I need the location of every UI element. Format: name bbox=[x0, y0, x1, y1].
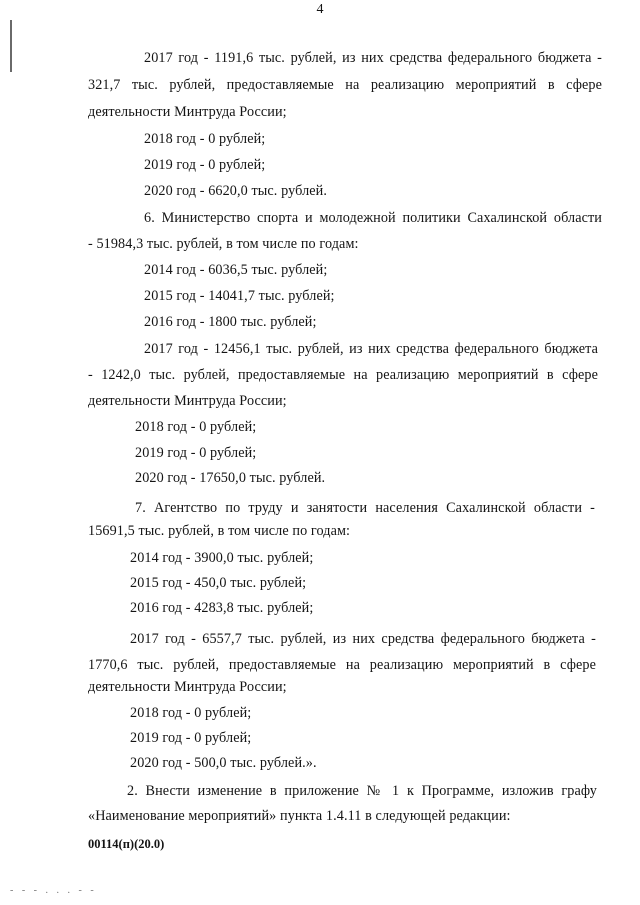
text-line: 15691,5 тыс. рублей, в том числе по годам: bbox=[88, 523, 351, 539]
text-line: деятельности Минтруда России; bbox=[88, 393, 287, 409]
text-line: 2020 год - 6620,0 тыс. рублей. bbox=[144, 183, 327, 199]
page-number: 4 bbox=[316, 2, 324, 17]
text-line: 2018 год - 0 рублей; bbox=[144, 131, 266, 147]
text-line: 321,7 тыс. рублей, предоставляемые на реализацию мероприятий в сфере bbox=[88, 77, 602, 93]
text-line: 2. Внести изменение в приложение № 1 к Программе, изложив графу bbox=[127, 783, 597, 799]
text-line: 2019 год - 0 рублей; bbox=[130, 730, 252, 746]
text-line: 2020 год - 500,0 тыс. рублей.». bbox=[130, 755, 317, 771]
text-line: - 1242,0 тыс. рублей, предоставляемые на реализацию мероприятий в сфере bbox=[88, 367, 598, 383]
text-line: 2014 год - 3900,0 тыс. рублей; bbox=[130, 550, 314, 566]
text-line: 2015 год - 14041,7 тыс. рублей; bbox=[144, 288, 335, 304]
text-line: - 51984,3 тыс. рублей, в том числе по годам: bbox=[88, 236, 359, 252]
text-line: 2017 год - 12456,1 тыс. рублей, из них средства федерального бюджета bbox=[144, 341, 598, 357]
text-line: 2018 год - 0 рублей; bbox=[135, 419, 257, 435]
text-line: «Наименование мероприятий» пункта 1.4.11 в следующей редакции: bbox=[88, 808, 511, 824]
text-line: 2020 год - 17650,0 тыс. рублей. bbox=[135, 470, 326, 486]
scan-margin-marks: - - - . . . - - bbox=[10, 885, 97, 896]
document-code: 00114(п)(20.0) bbox=[88, 837, 165, 851]
text-line: 2019 год - 0 рублей; bbox=[144, 157, 266, 173]
text-line: 2019 год - 0 рублей; bbox=[135, 445, 257, 461]
text-line: деятельности Минтруда России; bbox=[88, 679, 287, 695]
text-line: 1770,6 тыс. рублей, предоставляемые на реализацию мероприятий в сфере bbox=[88, 657, 596, 673]
scan-margin-mark bbox=[10, 20, 12, 72]
text-line: 2014 год - 6036,5 тыс. рублей; bbox=[144, 262, 328, 278]
text-line: 2015 год - 450,0 тыс. рублей; bbox=[130, 575, 307, 591]
text-line: 7. Агентство по труду и занятости населения Сахалинской области - bbox=[135, 500, 595, 516]
text-line: 2016 год - 1800 тыс. рублей; bbox=[144, 314, 317, 330]
text-line: 2016 год - 4283,8 тыс. рублей; bbox=[130, 600, 314, 616]
text-line: 6. Министерство спорта и молодежной политики Сахалинской области bbox=[144, 210, 602, 226]
text-line: 2017 год - 1191,6 тыс. рублей, из них средства федерального бюджета - bbox=[144, 50, 602, 66]
text-line: 2017 год - 6557,7 тыс. рублей, из них средства федерального бюджета - bbox=[130, 631, 596, 647]
text-line: деятельности Минтруда России; bbox=[88, 104, 287, 120]
text-line: 2018 год - 0 рублей; bbox=[130, 705, 252, 721]
